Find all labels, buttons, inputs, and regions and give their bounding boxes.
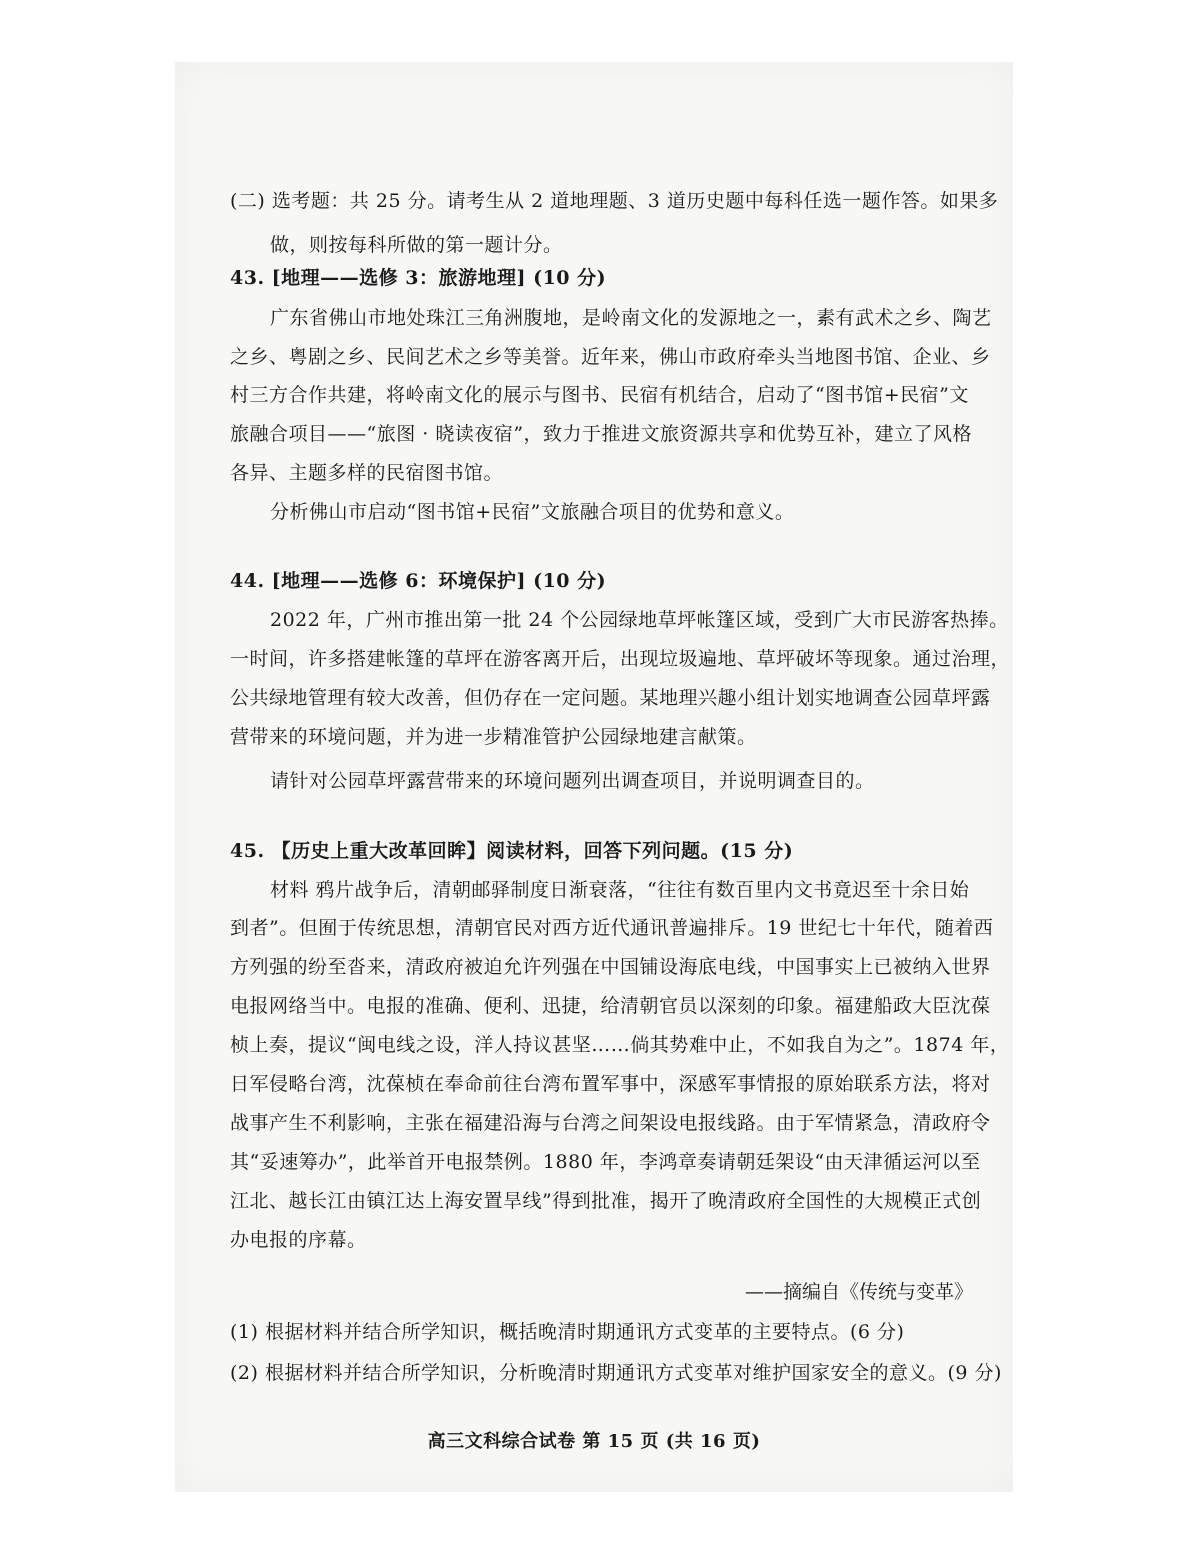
q44-body-line: 营带来的环境问题，并为进一步精准管护公园绿地建言献策。: [230, 726, 757, 748]
q44-question: 请针对公园草坪露营带来的环境问题列出调查项目，并说明调查目的。: [270, 770, 875, 792]
q44-body-line: 2022 年，广州市推出第一批 24 个公园绿地草坪帐篷区域，受到广大市民游客热捧。: [270, 609, 1009, 631]
q43-body-line: 广东省佛山市地处珠江三角洲腹地，是岭南文化的发源地之一，素有武术之乡、陶艺: [270, 307, 992, 329]
q45-body-line: 材料 鸦片战争后，清朝邮驿制度日渐衰落，“往往有数百里内文书竟迟至十余日始: [270, 879, 970, 901]
q45-body-line: 到者”。但囿于传统思想，清朝官民对西方近代通讯普遍排斥。19 世纪七十年代，随着西: [230, 917, 994, 939]
q45-body-line: 办电报的序幕。: [230, 1229, 367, 1251]
q44-body-line: 公共绿地管理有较大改善，但仍存在一定问题。某地理兴趣小组计划实地调查公园草坪露: [230, 687, 991, 709]
page-footer: 高三文科综合试卷 第 15 页 (共 16 页): [427, 1431, 761, 1452]
q45-body-line: 战事产生不利影响，主张在福建沿海与台湾之间架设电报线路。由于军情紧急，清政府令: [230, 1112, 991, 1134]
q45-sub-question-2: (2) 根据材料并结合所学知识，分析晚清时期通讯方式变革对维护国家安全的意义。(9 分): [230, 1362, 1002, 1384]
section-intro-line-1: (二) 选考题：共 25 分。请考生从 2 道地理题、3 道历史题中每科任选一题作答。如果多: [230, 190, 999, 212]
q43-body-line: 之乡、粤剧之乡、民间艺术之乡等美誉。近年来，佛山市政府牵头当地图书馆、企业、乡: [230, 346, 991, 368]
q45-source: ——摘编自《传统与变革》: [744, 1281, 973, 1303]
q43-heading: 43. [地理——选修 3：旅游地理] (10 分): [230, 267, 607, 289]
q45-body-line: 电报网络当中。电报的准确、便利、迅捷，给清朝官员以深刻的印象。福建船政大臣沈葆: [230, 995, 991, 1017]
q45-body-line: 方列强的纷至沓来，清政府被迫允许列强在中国铺设海底电线，中国事实上已被纳入世界: [230, 956, 991, 978]
q45-body-line: 桢上奏，提议“闽电线之设，洋人持议甚坚……倘其势难中止，不如我自为之”。1874 年，: [230, 1034, 1010, 1056]
q44-heading: 44. [地理——选修 6：环境保护] (10 分): [230, 570, 607, 592]
exam-page: [175, 62, 1013, 1492]
q43-body-line: 各异、主题多样的民宿图书馆。: [230, 462, 504, 484]
q43-body-line: 村三方合作共建，将岭南文化的展示与图书、民宿有机结合，启动了“图书馆+民宿”文: [230, 384, 969, 406]
q43-question: 分析佛山市启动“图书馆+民宿”文旅融合项目的优势和意义。: [270, 501, 795, 523]
q45-body-line: 其“妥速筹办”，此举首开电报禁例。1880 年，李鸿章奏请朝廷架设“由天津循运河以至: [230, 1151, 981, 1173]
q45-heading: 45. 【历史上重大改革回眸】阅读材料，回答下列问题。(15 分): [230, 840, 794, 862]
q45-body-line: 日军侵略台湾，沈葆桢在奉命前往台湾布置军事中，深感军事情报的原始联系方法，将对: [230, 1073, 991, 1095]
section-intro-line-2: 做，则按每科所做的第一题计分。: [270, 234, 563, 256]
q43-body-line: 旅融合项目——“旅图 · 晓读夜宿”，致力于推进文旅资源共享和优势互补，建立了风格: [230, 423, 973, 445]
q45-body-line: 江北、越长江由镇江达上海安置旱线”得到批准，揭开了晚清政府全国性的大规模正式创: [230, 1190, 982, 1212]
q45-sub-question-1: (1) 根据材料并结合所学知识，概括晚清时期通讯方式变革的主要特点。(6 分): [230, 1321, 905, 1343]
q44-body-line: 一时间，许多搭建帐篷的草坪在游客离开后，出现垃圾遍地、草坪破坏等现象。通过治理，: [230, 648, 1011, 670]
